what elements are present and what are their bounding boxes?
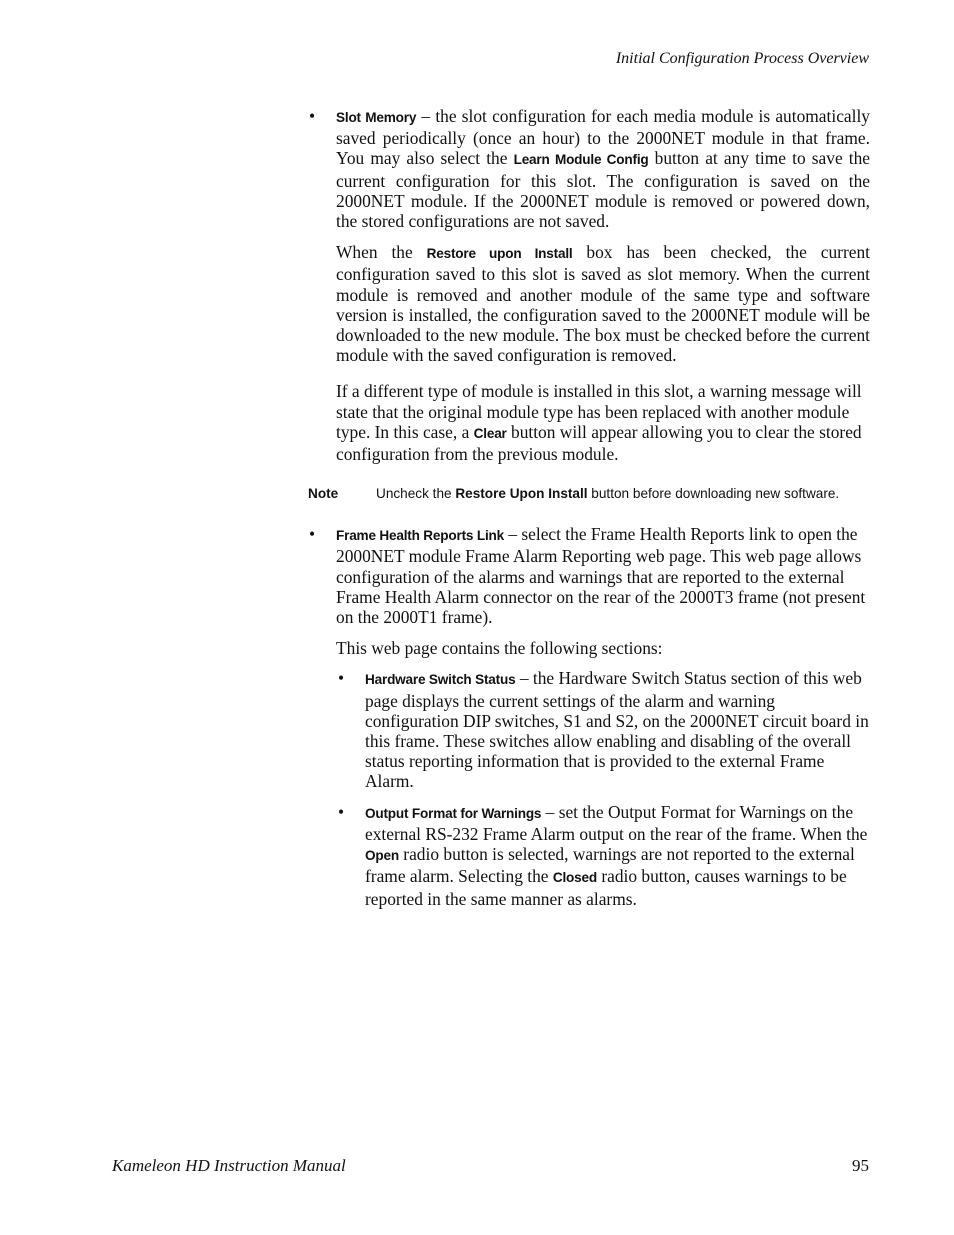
term-frame-health-reports-link: Frame Health Reports Link [336,528,504,544]
bullet-dot: • [309,524,316,545]
text: – select the Frame Health Reports link to open the 2000NET module Frame Alarm Reporting web page. This web page allows configuration of the alarms and warnings that are reported to the external Frame Health Alarm connector on the rear of the 2000T3 frame (not present on the 2000T1 frame). [336,524,866,628]
term-slot-memory: Slot Memory [336,110,417,125]
term-restore-upon-install: Restore upon Install [426,246,573,262]
text: Uncheck the [376,486,456,502]
text: button at any time to save the current configuration for this slot. The configuration is saved on the 2000NET module. If the 2000NET module is removed or powered down, the stored configurations are not saved. [336,148,871,232]
note-label: Note [308,486,339,502]
bullet-dot: • [338,668,345,689]
text: When the [336,242,427,263]
text: – the Hardware Switch Status section of this web page displays the current settings of the alarm and warning configuration DIP switches, S1 and S2, on the 2000NET circuit board in this frame. These switches allow enabling and disabling of the overall status reporting information that is provided to the external Frame Alarm. [365,668,869,792]
bullet-dot: • [309,106,316,126]
text: If a different type of module is installed in this slot, a warning message will state that the original module type has been replaced with another module type. In this case, a [336,381,862,442]
term-open: Open [365,848,399,864]
page-content [308,106,870,909]
text: radio button, causes warnings to be reported in the same manner as alarms. [365,866,847,909]
term-clear: Clear [473,425,507,441]
text: – set the Output Format for Warnings on the external RS-232 Frame Alarm output on the rear of the frame. When the [365,801,868,844]
paragraph-sections-intro: This web page contains the following sections: [336,638,663,659]
bullet-frame-health [308,524,870,627]
note [308,485,870,503]
text: box has been checked, the current configuration saved to this slot is saved as slot memory. When the current module is removed and another module of the same type and software version is installed, the configuration saved to the 2000NET module will be downloaded to the new module. The box must be checked before the current module with the saved configuration is removed. [336,242,870,366]
term-closed: Closed [552,870,597,886]
text: – the slot configuration for each media module is automatically saved periodically (once an hour) to the 2000NET module in that frame. You may also select the [336,106,870,169]
footer-manual-title: Kameleon HD Instruction Manual [112,1156,346,1175]
paragraph-restore [336,242,870,365]
note-text [376,485,870,503]
text: radio button is selected, warnings are not reported to the external frame alarm. Selecting the [365,844,855,887]
term-learn-module-config: Learn Module Config [513,152,649,168]
bullet-slot-memory [308,106,870,231]
page-number: 95 [852,1156,869,1175]
running-header: Initial Configuration Process Overview [615,50,869,67]
text: button before downloading new software. [587,486,840,502]
term-restore-upon-install: Restore Upon Install [455,486,588,502]
sub-bullet-output-format [308,802,870,909]
term-output-format-for-warnings: Output Format for Warnings [365,805,542,821]
paragraph-different-module [336,381,870,464]
sub-bullet-hardware-switch [308,668,870,791]
term-hardware-switch-status: Hardware Switch Status [365,672,516,688]
bullet-dot: • [338,801,345,822]
text: button will appear allowing you to clear the stored configuration from the previous module. [336,421,862,465]
